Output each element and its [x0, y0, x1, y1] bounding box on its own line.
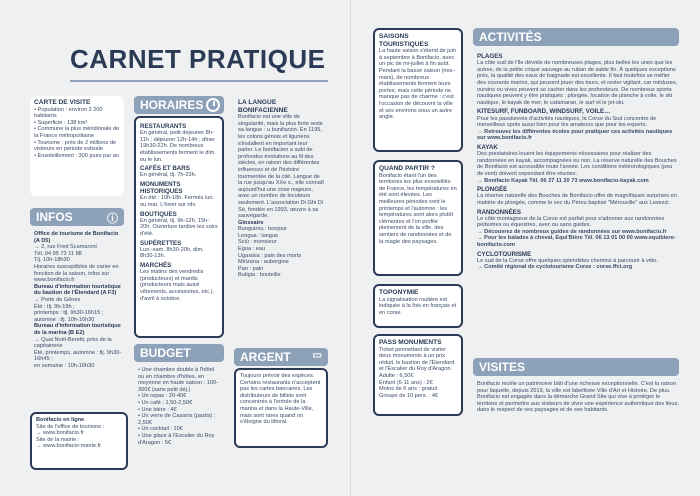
saisons-text: La haute saison s'étend de juin à septembre à Bonifacio, avec un pic de mi-juillet à fin août. Pendant la basse saison (nov.-mars), de nombreux établissements ferment leurs portes, mais cette période ne manque pas de charme : c'est l'occasion de découvrir la ville et ses environs sous un autre angle.	[379, 48, 456, 121]
activite-heading: KITESURF, FUNBOARD, WINDSURF, VOILE…	[477, 108, 611, 116]
glossaire-item: Lengua : langue	[238, 232, 279, 239]
budget-line: • Une chambre double à l'hôtel ou en chambre d'hôtes, en moyenne en haute saison : 100-300€ (sans petit déj.)	[138, 367, 218, 393]
budget-line: • Un café : 1,50-2,50€	[138, 399, 193, 406]
activite-link[interactable]: → Découvrez de nombreux guides de randonnées sur www.bonifacio.fr	[477, 228, 667, 235]
horaires-section-header	[134, 96, 224, 114]
glossaire-item: Egua : eau	[238, 246, 266, 253]
toponymie-heading: TOPONYMIE	[379, 289, 419, 296]
infos-line: automne : tlj. 10h-16h30	[34, 316, 95, 323]
activite-text: La côte sud de l'île dévoile de nombreuses plages, plus belles les unes que les autres, de la petite crique sauvage au ruban de sable fin. À quelques exceptions près, la qualité des eaux de baignade est excellente. Il faut toutefois se méfier des courants marins, qui peuvent jouer des tours, et rester vigilant, car méduses, oursins ou vives peuvent se cacher dans les profondeurs. De nombreux sports nautiques peuvent y être pratiqués : plongée, location de planche à voile, le ski nautique, le kayak de mer, le catamaran, le surf et le jet-ski.	[477, 60, 678, 106]
argent-section-header	[234, 348, 328, 366]
infos-line: en semaine : 10h-16h30	[34, 362, 95, 369]
activites-box	[473, 48, 683, 348]
langue-text: Bonifacio est une ville de singularité, mais la plus forte reste sa langue : u bunifazzin. En 1195, les colons génois et liguriens s'installent en important leur parler. Le bonifacien a subi de profondes évolutions au fil des siècles, en raison des différentes influences et de l'histoire tourmentée de la cité. Langue de la rue jusqu'au XXe s., elle connaît aujourd'hui une crise majeure, avec un nombre de locuteurs seulement. L'association Di Ghi Di Sè, fondée en 1993, œuvre à sa sauvegarde.	[238, 114, 324, 220]
infos-line: Bureau d'information touristique de la marina (B E2)	[34, 323, 121, 336]
budget-line: • Une glace à l'Escalier du Roy d'Aragon : 5€	[138, 432, 215, 446]
pass-line: Enfant (6-11 ans) : 2€	[379, 379, 433, 386]
pass-line: Adulte : 6,50€	[379, 372, 414, 379]
visites-title: VISITES	[479, 360, 526, 374]
horaires-block-heading: SUPÉRETTES	[140, 239, 182, 247]
online-link[interactable]: → www.bonifacio.fr	[36, 430, 84, 437]
saisons-box	[373, 28, 463, 152]
activite-link[interactable]: → Comité régional de cyclotourisme Corse : corse.ffct.org	[477, 264, 633, 271]
glossaire-heading: Glossaire	[238, 219, 264, 226]
glossaire-item: Mirizana : aubergine	[238, 259, 289, 266]
infos-line: Été, printemps, automne : tlj. 9h30-16h45 ;	[34, 349, 122, 363]
horaires-block-text: Les matins des vendredis (producteurs) et mardis (producteurs mais aussi vêtements, accessoires, etc.), d'avril à octobre.	[140, 269, 214, 302]
activite-text: Le sud de la Corse offre quelques splendides chemins à parcourir à vélo.	[477, 257, 658, 264]
budget-section-header	[134, 344, 224, 362]
langue-heading: LA LANGUE BONIFACIENNE	[238, 99, 288, 114]
infos-line: Horaires susceptibles de varier en fonction de la saison, infos sur www.bonifacio.fr	[34, 263, 119, 284]
pass-line: Moins de 6 ans : gratuit	[379, 386, 438, 393]
info-icon: ⓘ	[107, 213, 118, 225]
budget-title: BUDGET	[140, 346, 191, 360]
argent-title: ARGENT	[240, 350, 291, 364]
online-link[interactable]: → www.bonifacio-mairie.fr	[36, 443, 101, 450]
horaires-block-heading: BOUTIQUES	[140, 210, 177, 218]
toponymie-text: La signalisation routière est indiquée à la fois en français et en corse.	[379, 296, 457, 316]
right-page	[350, 0, 700, 496]
carte-line: • Population : environ 3 200 habitants	[34, 106, 103, 120]
activite-link[interactable]: → Pour les balades à cheval, Equi'Bière Tél. 06 13 01 00 00 www.equibiere-bonifacio.com	[477, 235, 676, 249]
pass-heading: PASS MONUMENTS	[379, 339, 442, 346]
budget-line: • Un repas : 20-40€	[138, 393, 187, 400]
activite-text: Le côté montagneux de la Corse est parfait pour s'adonner aux randonnées pédestres ou équestres, avec ou sans guides.	[477, 215, 665, 229]
activites-title: ACTIVITÉS	[479, 30, 542, 44]
quand-heading: QUAND PARTIR ?	[379, 165, 435, 172]
activite-text: Des prestataires louent les équipements nécessaires pour réaliser des randonnées en kayak, accompagnées ou non. La réserve naturelle des Bouches de Bonifacio est accessible toute l'année. Les conditions météorologiques (peu de vent) doivent cependant être réunies.	[477, 151, 677, 177]
budget-line: • Une bière : 4€	[138, 406, 177, 413]
visites-text: Bonifacio recèle un patrimoine bâti d'une richesse exceptionnelle. C'est la raison pour laquelle, depuis 2019, la ville est labellisée Ville d'Art et Histoire. De plus, Bonifacio est engagée dans la démarche Grand Site qui vise à protéger le territoire et permettre aux visiteurs de vivre une expérience authentique des lieux, dans le respect de ses paysages et de ses habitants.	[477, 381, 679, 414]
visites-box	[473, 378, 683, 448]
infos-line: Tél. 04 95 73 11 88	[34, 250, 82, 257]
infos-line: → 2, rue Fred Scamaroni	[34, 244, 97, 251]
quand-box	[373, 160, 463, 276]
activite-heading: RANDONNÉES	[477, 208, 522, 216]
horaires-box	[134, 116, 224, 338]
horaires-block-heading: RESTAURANTS	[140, 123, 187, 130]
horaires-block-text: Lun.-sam. 8h30-20h, dim. 8h30-13h.	[140, 246, 204, 260]
online-line: Site de l'office de tourisme :	[36, 423, 105, 430]
carte-line: • Ensoleillement : 300 jours par an	[34, 152, 119, 159]
budget-line: • Un verre de Casanis (pastis) : 2,50€	[138, 413, 216, 426]
activite-link[interactable]: → Retrouvez les différentes écoles pour pratiquer ces activités nautiques sur www.bonifacio.fr	[477, 128, 673, 142]
pass-line: Groupe de 10 pers. : 4€	[379, 392, 439, 399]
langue-box	[234, 96, 328, 340]
horaires-block-heading: MARCHÉS	[140, 261, 172, 269]
activite-heading: CYCLOTOURISME	[477, 250, 532, 258]
horaires-title: HORAIRES	[140, 98, 204, 112]
activite-heading: KAYAK	[477, 143, 498, 151]
horaires-block-text: En été : 10h-18h. Fermés lun. ou mar. L'hiver sur rdv.	[140, 195, 215, 208]
carte-de-visite-box	[30, 96, 124, 196]
carte-line: • Tourisme : près de 2 millions de visiteurs en période estivale	[34, 139, 117, 153]
online-box	[30, 412, 128, 470]
pass-box	[373, 334, 463, 416]
horaires-block-heading: MONUMENTS HISTORIQUES	[140, 180, 183, 196]
horaires-block-text: En général, tlj. 9h-12h, 15h-20h. Ouverture tardive les soirs d'été.	[140, 217, 218, 237]
glossaire-item: Ugaxiaia : pain des morts	[238, 252, 302, 259]
carte-heading: CARTE DE VISITE	[34, 99, 91, 106]
visites-section-header	[473, 358, 679, 376]
infos-line: Office de tourisme de Bonifacio (A D5)	[34, 231, 119, 244]
infos-title: INFOS	[36, 210, 73, 224]
budget-box	[134, 364, 224, 482]
budget-line: • Un cocktail : 10€	[138, 426, 183, 433]
infos-line: Bureau d'information touristique du bastion de l'Étendard (A F3)	[34, 283, 121, 297]
argent-box	[234, 368, 328, 448]
toponymie-box	[373, 284, 463, 328]
glossaire-item: Pan : pain	[238, 265, 264, 272]
infos-box	[30, 228, 128, 408]
glossaire-item: Sciü : monsieur	[238, 239, 277, 246]
pass-text: Ticket permettant de visiter deux monuments à un prix réduit, le bastion de l'Étendard et l'Escalier du Roy d'Aragon.	[379, 346, 455, 373]
online-line: Site de la mairie :	[36, 436, 80, 443]
horaires-block-text: En général, tlj. 7h-23h.	[140, 172, 197, 179]
activite-text: La réserve naturelle des Bouches de Bonifacio offre de magnifiques surprises en matière de plongée, comme le sec du Pérou baptisé "Mérouville" aux Lavezzi.	[477, 193, 677, 206]
infos-section-header	[30, 208, 124, 226]
page-title: CARNET PRATIQUE	[70, 44, 326, 74]
activites-section-header	[473, 28, 679, 46]
glossaire-item: Butigia : bouteille	[238, 272, 281, 279]
saisons-heading: SAISONS TOURISTIQUES	[379, 33, 429, 48]
infos-line: printemps : tlj. 9h30-16h15 ;	[34, 310, 104, 317]
carte-line: • Commune la plus méridionale de la France métropolitaine	[34, 126, 120, 139]
online-heading: Bonifacio en ligne	[36, 417, 85, 423]
horaires-block-text: En général, petit déjeuner 8h-11h ; déjeuner 12h-14h ; dîner 19h30-22h. De nombreux établissements ferment le dim. ou le lun.	[140, 130, 216, 163]
activite-heading: PLAGES	[477, 53, 503, 60]
infos-line: Été : tlj. 9h-19h ;	[34, 303, 75, 310]
title-divider	[70, 80, 328, 82]
card-icon: ▭	[312, 350, 322, 361]
infos-line: → Quai Noël-Beretti, près de la capitainerie	[34, 336, 112, 350]
activite-text: Pour les passionnés d'activités nautiques, la Corse du Sud concentre de merveilleux spots aussi bien pour les amateurs que pour les experts.	[477, 115, 657, 129]
glossaire-item: Bunguirnu : bonjour	[238, 226, 287, 233]
argent-text: Toujours prévoir des espèces. Certains restaurants n'acceptent pas les cartes bancaires. Les distributeurs de billets sont concentrés à l'entrée de la marina et dans la Haute-Ville, mais sont rares quand on s'éloigne du littoral.	[240, 373, 321, 426]
infos-line: → Porte de Gênes	[34, 296, 81, 303]
carte-line: • Superficie : 138 km²	[34, 119, 88, 126]
quand-text: Bonifacio étant l'un des territoires les plus ensoleillés de France, les températures en été sont élevées. Les meilleures périodes sont le printemps et l'automne : les températures sont alors plutôt clémentes et l'on profite pleinement de la ville, des sentiers de randonnées et de la magie des paysages.	[379, 172, 457, 245]
activite-link[interactable]: → Bonifacio Kayak Tél. 06 27 11 20 73 www.bonifacio-kayak.com	[477, 177, 649, 184]
activite-heading: PLONGÉE	[477, 186, 508, 194]
horaires-block-heading: CAFÉS ET BARS	[140, 165, 190, 173]
clock-icon	[206, 98, 220, 112]
infos-line: Tlj. 10h-18h30	[34, 257, 70, 264]
